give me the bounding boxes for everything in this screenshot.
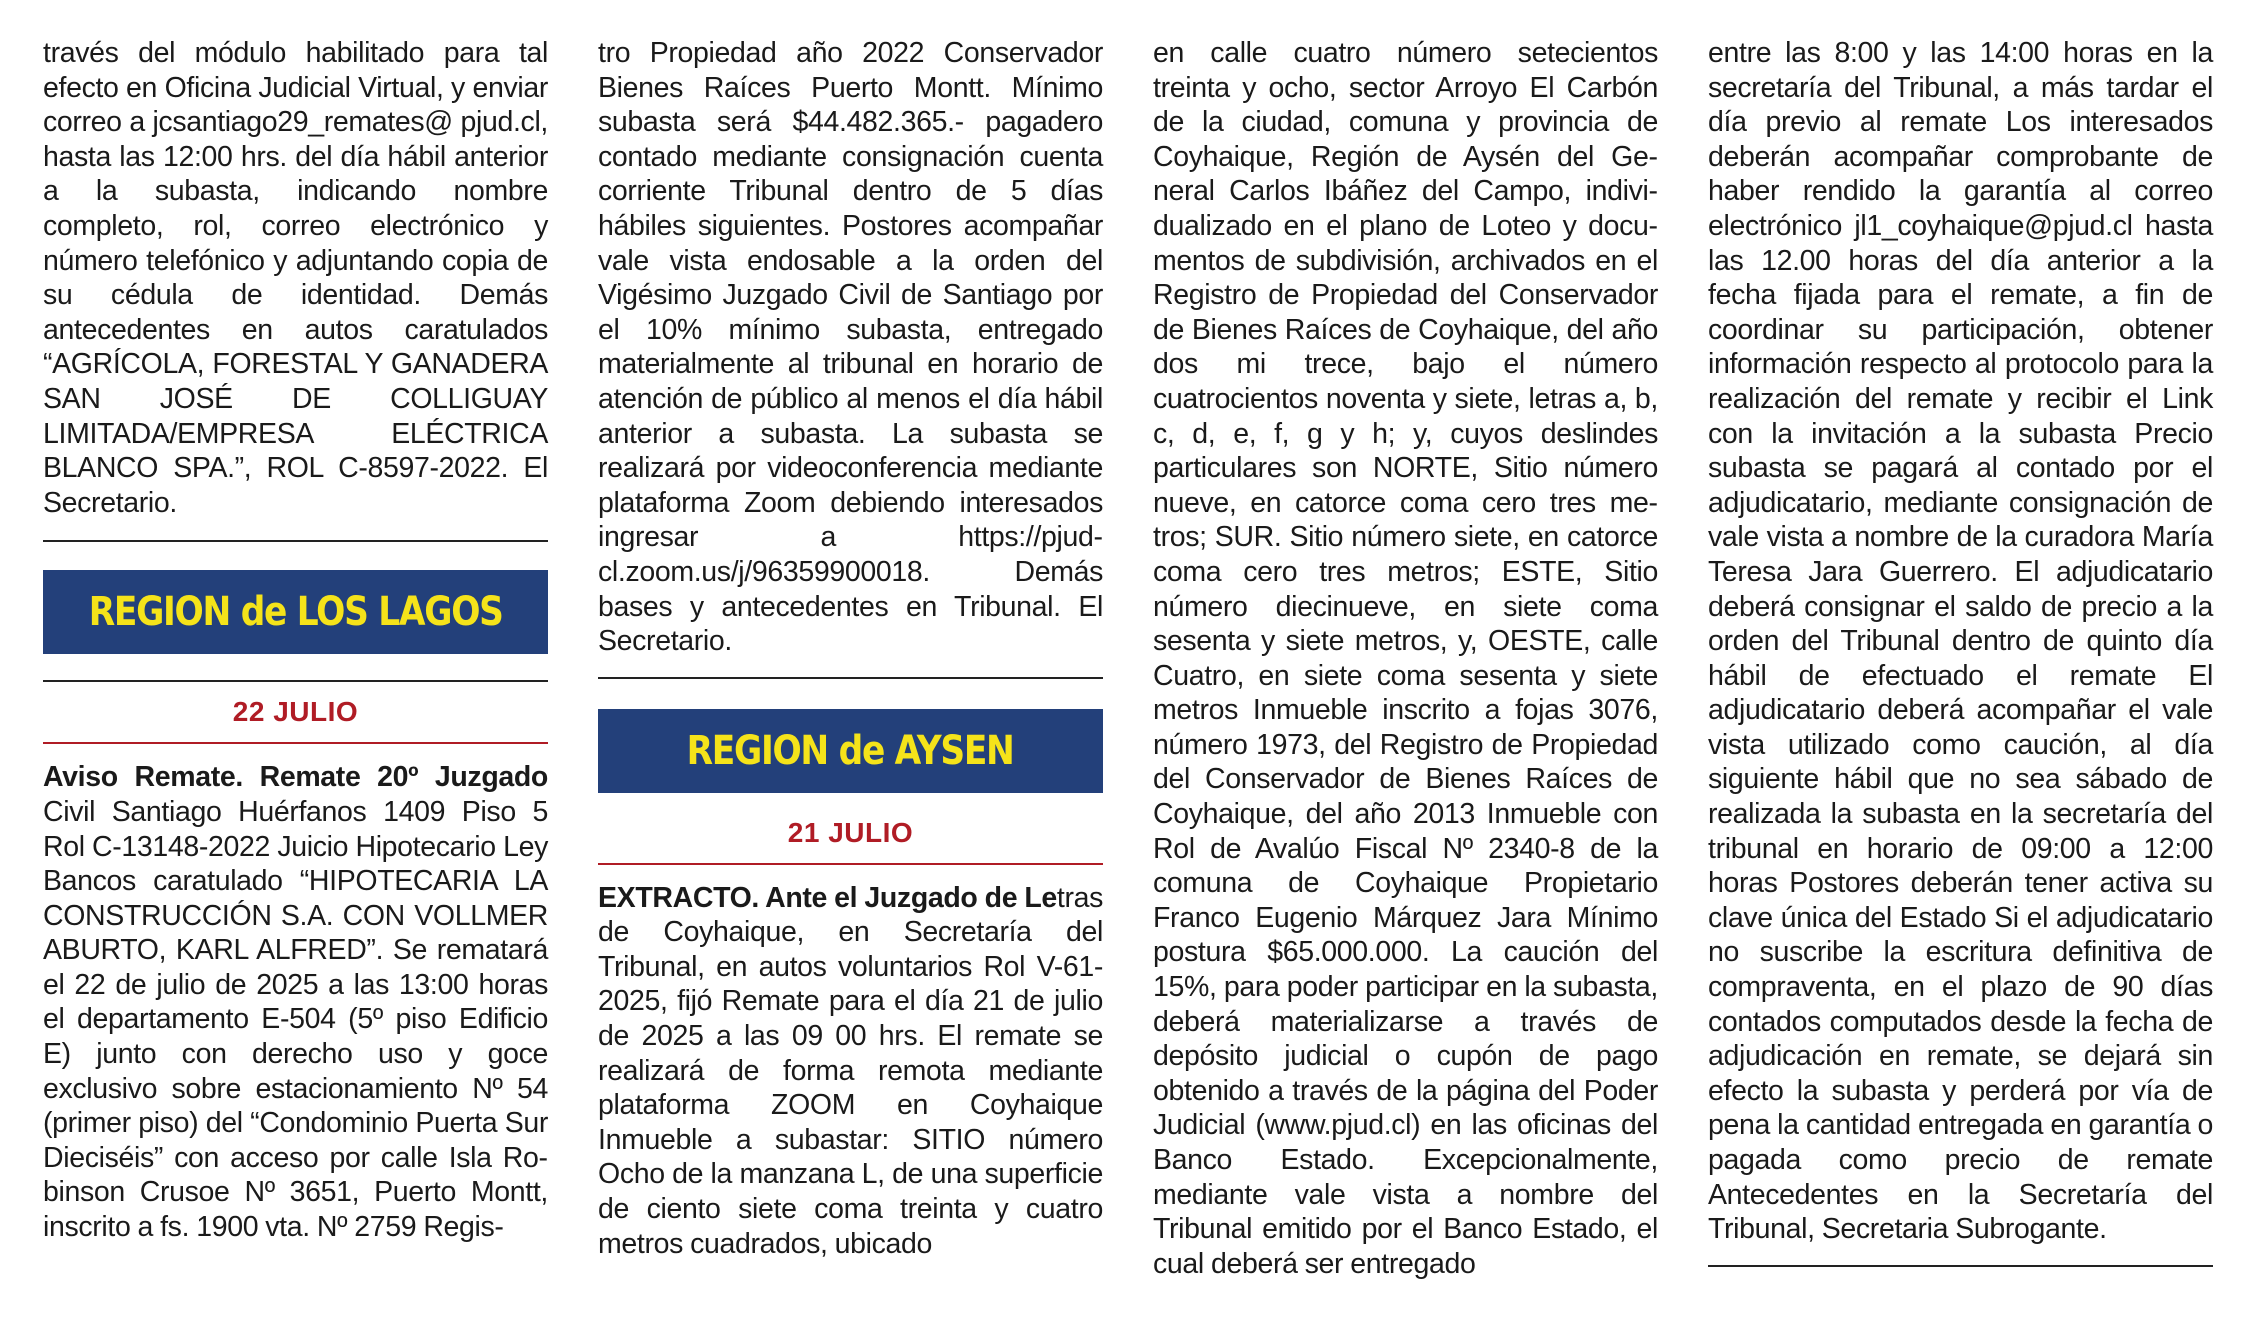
notice-heading: Aviso Remate. Remate 20º Juzgado xyxy=(43,761,548,794)
column-2 xyxy=(598,36,1103,1261)
notice-continuation-text: través del módulo habilitado para tal efecto en Oficina Judicial Virtual, y enviar correo a jcsantiago29_remates@ pjud.cl, hasta las 12:00 hrs. del día hábil anterior a la subasta, indicando nombre completo, rol, correo electrónico y número telefónico y adjuntando copia de su cédula de identidad. Demás antecedentes en autos caratulados “AGRÍCOLA, FORESTAL Y GANADERA SAN JOSÉ DE COLLIGUAY LIMITADA/EMPRESA ELÉCTRICA BLANCO SPA.”, ROL C-8597-2022. El Secretario. xyxy=(43,37,548,519)
region-banner-los-lagos xyxy=(43,570,548,654)
column-3 xyxy=(1153,36,1658,1281)
notice-continuation-text: en calle cuatro número setecientos treinta y ocho, sector Arroyo El Carbón de la ciudad, comuna y provincia de Coyhaique, Región de Aysén del General Carlos Ibáñez del Campo, individualizado en el plano de Loteo y documentos de subdivisión, archivados en el Registro de Propiedad del Conservador de Bienes Raíces de Coyhaique, del año dos mi trece, bajo el número cuatrocientos noventa y siete, letras a, b, c, d, e, f, g y h; y, cuyos deslindes particulares son NORTE, Sitio número nueve, en catorce coma cero tres metros; SUR. Sitio número siete, en catorce coma cero tres metros; ESTE, Sitio número diecinueve, en siete coma sesenta y siete metros, y, OESTE, calle Cuatro, en siete coma sesenta y siete metros Inmueble inscrito a fojas 3076, número 1973, del Registro de Propiedad del Conservador de Bienes Raíces de Coyhaique, del año 2013 Inmueble con Rol de Avalúo Fiscal Nº 2340-8 de la comuna de Coyhaique Propietario Franco Eugenio Márquez Jara Mínimo postura $65.000.000. La caución del 15%, para poder participar en la subasta, deberá materializarse a través de depósito judicial o cupón de pago obtenido a través de la página del Poder Judicial (www.pjud.cl) en las oficinas del Banco Estado. Excepcionalmente, mediante vale vista a nombre del Tribunal emitido por el Banco Estado, el cual deberá ser entregado xyxy=(1153,37,1658,1280)
date-heading: 22 JULIO xyxy=(232,696,359,728)
notice-heading: EXTRACTO. Ante el Juzgado de Le xyxy=(598,881,1057,914)
auction-notice xyxy=(598,881,1103,1262)
notice-body: tras de Coyhaique, en Secretaría del Tribunal, en autos voluntarios Rol V-61-2025, fijó Remate para el día 21 de julio de 2025 a las 09 00 hrs. El remate se realizará de forma remota mediante plataforma ZOOM en Coyhaique Inmueble a subastar: SITIO número Ocho de la manzana L, de una superficie de ciento siete coma treinta y cuatro metros cuadrados, ubicado xyxy=(598,881,1103,1260)
column-1 xyxy=(43,36,548,1245)
section-divider xyxy=(43,540,548,542)
column-4 xyxy=(1708,36,2213,1267)
region-banner-label: REGION de LOS LAGOS xyxy=(88,589,503,636)
date-heading: 21 JULIO xyxy=(787,816,914,848)
notice-body: Civil Santiago Huérfanos 1409 Piso 5 Rol C-13148-2022 Juicio Hipotecario Ley Bancos caratulado “HIPOTECARIA LA CONSTRUCCIÓN S.A. CON VOLLMER ABURTO, KARL ALFRED”. Se rematará el 22 de julio de 2025 a las 13:00 horas el departamento E-504 (5º piso Edificio E) junto con derecho uso y goce exclusivo sobre estacionamiento Nº 54 (primer piso) del “Condominio Puerta Sur Dieciséis” con acceso por calle Isla Robinson Crusoe Nº 3651, Puerto Montt, inscrito a fs. 1900 vta. Nº 2759 Regis- xyxy=(43,795,548,1244)
section-divider xyxy=(598,677,1103,679)
region-banner-label: REGION de AYSEN xyxy=(687,727,1014,774)
notice-continuation-text: tro Propiedad año 2022 Conservador Bienes Raíces Puerto Montt. Mínimo subasta será $44.482.365.- pagadero contado mediante consignación cuenta corriente Tribunal dentro de 5 días hábiles siguientes. Postores acompañar vale vista endosable a la orden del Vigésimo Juzgado Civil de Santiago por el 10% mínimo subasta, entregado materialmente al tribunal en horario de atención de público al menos el día hábil anterior a subasta. La subasta se realizará por videoconferencia mediante plataforma Zoom debiendo interesados ingresar a https://pjudcl.zoom.us/j/96359900018. Demás bases y antecedentes en Tribunal. El Secretario. xyxy=(598,37,1103,658)
region-banner-aysen xyxy=(598,709,1103,793)
date-divider xyxy=(598,863,1103,865)
date-divider xyxy=(43,742,548,744)
notice-continuation-text: entre las 8:00 y las 14:00 horas en la secretaría del Tribunal, a más tardar el día previo al remate Los interesados deberán acompañar comprobante de haber rendido la garantía al correo electrónico jl1_coyhaique@pjud.cl hasta las 12.00 horas del día anterior a la fecha fijada para el remate, a fin de coordinar su participación, obtener información respecto al protocolo para la realización del remate y recibir el Link con la invitación a la subasta Precio subasta se pagará al contado por el adjudicatario, mediante consignación de vale vista a nombre de la curadora María Teresa Jara Guerrero. El adjudicatario deberá consignar el saldo de precio a la orden del Tribunal dentro de quinto día hábil de efectuado el remate El adjudicatario deberá acompañar el vale vista utilizado como caución, al día siguiente hábil que no sea sábado de realizada la subasta en la secretaría del tribunal en horario de 09:00 a 12:00 horas Postores deberán tener activa su clave única del Estado Si el adjudicatario no suscribe la escritura definitiva de compraventa, en el plazo de 90 días contados computados desde la fecha de adjudicación en remate, se dejará sin efecto la subasta y perderá por vía de pena la cantidad entregada en garantía o pagada como precio de remate Antecedentes en la Secretaría del Tribunal, Secretaria Subrogante. xyxy=(1708,37,2213,1246)
section-divider xyxy=(1708,1265,2213,1267)
auction-notice xyxy=(43,760,548,1244)
